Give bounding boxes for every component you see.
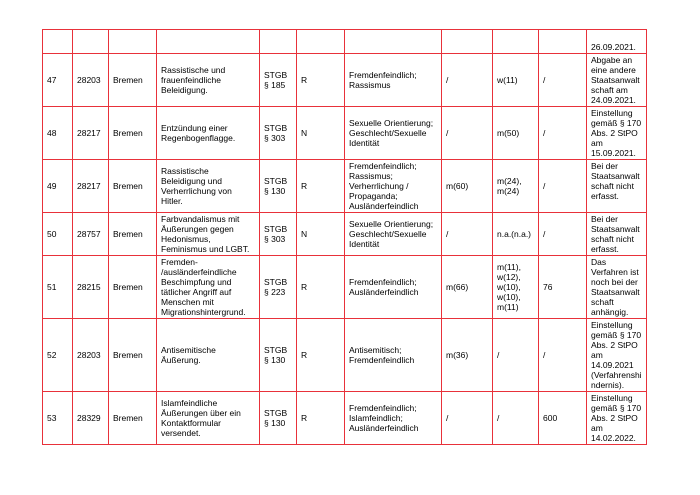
cell-taeter: /: [442, 213, 493, 256]
cell-nr: 49: [43, 160, 73, 213]
cell-opfer: m(50): [493, 107, 539, 160]
cell-motiv: Fremdenfeindlich; Islamfeindlich; Ausländerfeindlich: [345, 392, 442, 445]
cell-ort: Bremen: [109, 392, 157, 445]
cell-tat: Rassistische Beleidigung und Verherrlichung von Hitler.: [157, 160, 260, 213]
cell-taeter: /: [442, 107, 493, 160]
cell-norm: STGB § 303: [260, 213, 297, 256]
cell-ort: Bremen: [109, 213, 157, 256]
cell-norm: STGB § 130: [260, 392, 297, 445]
cell-schaden: /: [539, 54, 587, 107]
cell-ergebnis: Einstellung gemäß § 170 Abs. 2 StPO am 15.09.2021.: [587, 107, 647, 160]
cell-status: [297, 30, 345, 54]
cell-taeter: /: [442, 392, 493, 445]
cell-schaden: /: [539, 107, 587, 160]
cell-motiv: Sexuelle Orientierung; Geschlecht/Sexuelle Identität: [345, 107, 442, 160]
cell-plz: 28329: [73, 392, 109, 445]
table-row: [43, 107, 647, 160]
cell-nr: 53: [43, 392, 73, 445]
cell-nr: 52: [43, 319, 73, 392]
cell-plz: 28215: [73, 256, 109, 319]
cell-ergebnis: Abgabe an eine andere Staatsanwalt schaft am 24.09.2021.: [587, 54, 647, 107]
cell-ergebnis: 26.09.2021.: [587, 30, 647, 54]
cell-opfer: m(11), w(12), w(10), w(10), m(11): [493, 256, 539, 319]
cell-plz: 28203: [73, 54, 109, 107]
cell-motiv: Antisemitisch; Fremdenfeindlich: [345, 319, 442, 392]
cell-nr: 48: [43, 107, 73, 160]
cell-opfer: m(24), m(24): [493, 160, 539, 213]
table-row: [43, 30, 647, 54]
cell-schaden: [539, 30, 587, 54]
cell-nr: 50: [43, 213, 73, 256]
cell-taeter: m(60): [442, 160, 493, 213]
cell-ergebnis: Bei der Staatsanwalt schaft nicht erfasst.: [587, 160, 647, 213]
cell-tat: Islamfeindliche Äußerungen über ein Kontaktformular versendet.: [157, 392, 260, 445]
table-row: [43, 256, 647, 319]
cell-ort: [109, 30, 157, 54]
cell-taeter: /: [442, 54, 493, 107]
cell-tat: Antisemitische Äußerung.: [157, 319, 260, 392]
cell-ergebnis: Das Verfahren ist noch bei der Staatsanwalt schaft anhängig.: [587, 256, 647, 319]
cell-schaden: 76: [539, 256, 587, 319]
cell-status: R: [297, 256, 345, 319]
cell-tat: Rassistische und frauenfeindliche Beleidigung.: [157, 54, 260, 107]
cell-norm: STGB § 130: [260, 319, 297, 392]
cell-motiv: Fremdenfeindlich; Ausländerfeindlich: [345, 256, 442, 319]
table-row: [43, 160, 647, 213]
cell-opfer: /: [493, 392, 539, 445]
cell-status: R: [297, 392, 345, 445]
cell-taeter: m(66): [442, 256, 493, 319]
cell-ort: Bremen: [109, 319, 157, 392]
cell-motiv: [345, 30, 442, 54]
cell-norm: STGB § 185: [260, 54, 297, 107]
cell-motiv: Fremdenfeindlich; Rassismus; Verherrlichung / Propaganda; Ausländerfeindlich: [345, 160, 442, 213]
table-row: [43, 319, 647, 392]
cell-tat: Fremden- /ausländerfeindliche Beschimpfung und tätlicher Angriff auf Menschen mit Migrationshintergrund.: [157, 256, 260, 319]
table-row: [43, 213, 647, 256]
incident-table: [42, 29, 647, 445]
cell-plz: 28217: [73, 107, 109, 160]
cell-tat: Entzündung einer Regenbogenflagge.: [157, 107, 260, 160]
cell-norm: STGB § 130: [260, 160, 297, 213]
cell-status: N: [297, 213, 345, 256]
cell-status: N: [297, 107, 345, 160]
cell-plz: 28203: [73, 319, 109, 392]
table-row: [43, 54, 647, 107]
cell-ort: Bremen: [109, 160, 157, 213]
cell-norm: STGB § 303: [260, 107, 297, 160]
table-row: [43, 392, 647, 445]
cell-norm: STGB § 223: [260, 256, 297, 319]
cell-opfer: /: [493, 319, 539, 392]
cell-ergebnis: Bei der Staatsanwalt schaft nicht erfasst.: [587, 213, 647, 256]
cell-nr: 47: [43, 54, 73, 107]
cell-opfer: n.a.(n.a.): [493, 213, 539, 256]
cell-status: R: [297, 54, 345, 107]
cell-nr: [43, 30, 73, 54]
cell-taeter: [442, 30, 493, 54]
cell-taeter: m(36): [442, 319, 493, 392]
cell-schaden: 600: [539, 392, 587, 445]
cell-opfer: w(11): [493, 54, 539, 107]
cell-motiv: Fremdenfeindlich; Rassismus: [345, 54, 442, 107]
cell-tat: [157, 30, 260, 54]
cell-ort: Bremen: [109, 107, 157, 160]
cell-tat: Farbvandalismus mit Äußerungen gegen Hedonismus, Feminismus und LGBT.: [157, 213, 260, 256]
cell-plz: [73, 30, 109, 54]
cell-plz: 28757: [73, 213, 109, 256]
cell-opfer: [493, 30, 539, 54]
cell-ergebnis: Einstellung gemäß § 170 Abs. 2 StPO am 14.02.2022.: [587, 392, 647, 445]
cell-ergebnis: Einstellung gemäß § 170 Abs. 2 StPO am 14.09.2021 (Verfahrenshi ndernis).: [587, 319, 647, 392]
cell-schaden: /: [539, 160, 587, 213]
cell-schaden: /: [539, 319, 587, 392]
cell-ort: Bremen: [109, 256, 157, 319]
cell-ort: Bremen: [109, 54, 157, 107]
cell-norm: [260, 30, 297, 54]
cell-motiv: Sexuelle Orientierung; Geschlecht/Sexuelle Identität: [345, 213, 442, 256]
cell-plz: 28217: [73, 160, 109, 213]
cell-status: R: [297, 160, 345, 213]
cell-nr: 51: [43, 256, 73, 319]
cell-status: R: [297, 319, 345, 392]
cell-schaden: /: [539, 213, 587, 256]
